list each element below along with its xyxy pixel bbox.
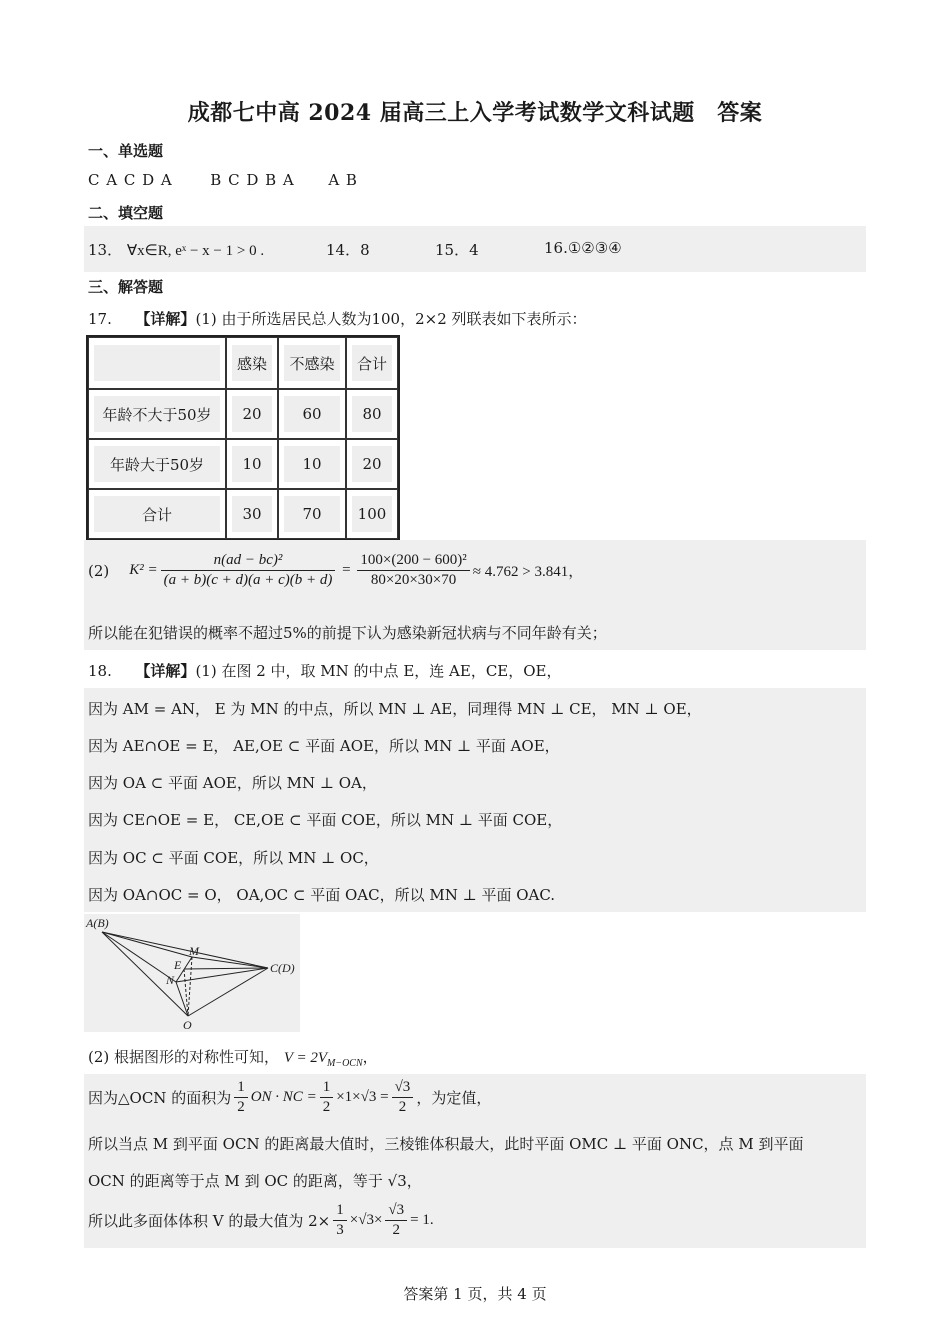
table-row xyxy=(88,489,398,539)
edge-a-n xyxy=(102,932,176,982)
area-equals: = xyxy=(380,1089,389,1105)
calc-fraction xyxy=(357,552,469,589)
q18-intro-text: (1) 在图 2 中，取 MN 的中点 E，连 AE，CE，OE， xyxy=(195,662,562,680)
table-cell: 20 xyxy=(352,446,392,482)
page-title: 成都七中高 2024 届高三上入学考试数学文科试题 答案 xyxy=(187,100,763,126)
table-row xyxy=(88,439,398,489)
table-header-row xyxy=(88,337,398,389)
edge-a-c xyxy=(102,932,268,968)
fraction-numerator: 1 xyxy=(234,1079,248,1098)
edge-o-c xyxy=(188,968,268,1016)
table-cell: 合计 xyxy=(94,496,220,532)
volume-times: × xyxy=(349,1212,359,1228)
area-end: ，为定值， xyxy=(416,1089,492,1107)
formula-result: ≈ 4.762 > 3.841， xyxy=(472,564,584,580)
table-cell: 10 xyxy=(232,446,272,482)
volume-result: = 1. xyxy=(410,1212,434,1228)
q14-answer: 14．8 xyxy=(326,241,370,259)
q17-conclusion: 所以能在犯错误的概率不超过5%的前提下认为感染新冠状病与不同年龄有关； xyxy=(88,624,607,642)
table-cell: 10 xyxy=(284,446,340,482)
label-e: E xyxy=(174,958,182,972)
area-times: ×1× xyxy=(336,1089,361,1105)
fraction-denominator: 2 xyxy=(237,1099,245,1115)
volume-line xyxy=(88,1202,434,1239)
fraction-denominator: 2 xyxy=(398,1099,407,1115)
section-heading-single-choice: 一、单选题 xyxy=(88,142,164,160)
calc-denominator: 80×20×30×70 xyxy=(370,572,457,588)
table-cell: 年龄不大于50岁 xyxy=(94,396,220,432)
fraction-numerator: 1 xyxy=(320,1079,334,1098)
table-row xyxy=(88,389,398,439)
fraction-numerator: 1 xyxy=(333,1202,347,1221)
q17-number: 17. xyxy=(88,310,112,328)
proof-line: 因为 CE∩OE = E， CE,OE ⊂ 平面 COE，所以 MN ⊥ 平面 COE， xyxy=(88,811,563,829)
edge-a-o xyxy=(102,932,188,1016)
formula-lhs: K² = xyxy=(129,562,158,578)
sqrt3: √3 xyxy=(358,1212,374,1228)
formula-fraction xyxy=(161,552,336,589)
q13-label: 13． xyxy=(88,241,123,259)
formula-denominator: (a + b)(c + d)(a + c)(b + d) xyxy=(163,572,333,588)
fraction-denominator: 3 xyxy=(336,1222,344,1238)
table-header-empty xyxy=(94,345,220,381)
q15-answer: 15．4 xyxy=(435,241,479,259)
part2-punct: ， xyxy=(362,1048,378,1066)
table-header-infected: 感染 xyxy=(232,345,272,381)
mcq-answers xyxy=(88,171,358,189)
area-text: 因为△OCN 的面积为 xyxy=(88,1089,232,1107)
area-line xyxy=(88,1079,491,1116)
geometry-figure xyxy=(84,914,300,1032)
q13-formula: ∀x∈R, eˣ − x − 1 > 0 . xyxy=(126,243,265,259)
q18-number: 18. xyxy=(88,662,112,680)
label-n: N xyxy=(166,973,175,987)
third-fraction xyxy=(333,1202,347,1239)
q18-part2-intro xyxy=(88,1046,378,1069)
label-o: O xyxy=(183,1018,192,1032)
proof-line: 因为 AM = AN， E 为 MN 的中点，所以 MN ⊥ AE，同理得 MN ⊥ CE， MN ⊥ OE， xyxy=(88,700,702,718)
pyramid-diagram xyxy=(84,914,300,1032)
volume-text: 所以此多面体体积 V 的最大值为 2× xyxy=(88,1212,331,1230)
table-cell: 70 xyxy=(284,496,340,532)
sqrt3: √3 xyxy=(360,1089,377,1105)
section-heading-fill-blank: 二、填空题 xyxy=(88,204,164,222)
edge-m-o-hidden xyxy=(188,957,192,1016)
table-cell: 100 xyxy=(352,496,392,532)
sqrt3-half-fraction xyxy=(392,1079,414,1116)
q17-tag: 【详解】 xyxy=(135,310,196,328)
distance-line-2: OCN 的距离等于点 M 到 OC 的距离，等于 √3， xyxy=(88,1172,422,1190)
label-m: M xyxy=(189,944,199,958)
formula-numerator: n(ad − bc)² xyxy=(161,552,336,571)
proof-line: 因为 OC ⊂ 平面 COE，所以 MN ⊥ OC， xyxy=(88,849,379,867)
volume-times: × xyxy=(373,1212,383,1228)
part2-text: (2) 根据图形的对称性可知， xyxy=(88,1048,280,1066)
fraction-numerator: √3 xyxy=(392,1079,414,1098)
distance-line-1: 所以当点 M 到平面 OCN 的距离最大值时，三棱锥体积最大，此时平面 OMC ⊥ 平面 ONC，点 M 到平面 xyxy=(88,1135,804,1153)
area-product: ON · NC = xyxy=(250,1089,317,1105)
calc-numerator: 100×(200 − 600)² xyxy=(357,552,469,571)
proof-line: 因为 AE∩OE = E， AE,OE ⊂ 平面 AOE，所以 MN ⊥ 平面 AOE， xyxy=(88,737,560,755)
table-cell: 20 xyxy=(232,396,272,432)
fraction-denominator: 2 xyxy=(322,1099,331,1115)
q18-intro xyxy=(88,660,562,681)
table-header-not-infected: 不感染 xyxy=(284,345,340,381)
mcq-group-3: A B xyxy=(328,171,358,189)
q13-answer xyxy=(88,239,264,260)
q16-answer: 16.①②③④ xyxy=(544,239,622,257)
volume-subscript: M−OCN xyxy=(327,1058,363,1069)
label-a-b: A(B) xyxy=(86,916,109,930)
table-header-total: 合计 xyxy=(352,345,392,381)
edge-n-c xyxy=(176,968,268,982)
fraction-numerator: √3 xyxy=(385,1202,407,1221)
proof-line: 因为 OA ⊂ 平面 AOE，所以 MN ⊥ OA， xyxy=(88,774,377,792)
q17-intro xyxy=(88,308,587,329)
q17-intro-text: (1) 由于所选居民总人数为100，2×2 列联表如下表所示： xyxy=(195,310,587,328)
half-fraction xyxy=(234,1079,248,1116)
half-fraction xyxy=(320,1079,334,1116)
part2-label: (2) xyxy=(88,561,110,580)
edge-e-c xyxy=(184,968,268,969)
volume-formula: V = 2V xyxy=(283,1050,327,1066)
contingency-table xyxy=(86,335,400,541)
sqrt3-half-fraction xyxy=(385,1202,407,1239)
q18-proof-block xyxy=(84,688,866,912)
mcq-group-1: C A C D A xyxy=(88,171,173,189)
fraction-denominator: 2 xyxy=(392,1222,401,1238)
table-cell: 年龄大于50岁 xyxy=(94,446,220,482)
edge-m-c xyxy=(192,957,268,968)
section-heading-solutions: 三、解答题 xyxy=(88,278,164,296)
q18-tag: 【详解】 xyxy=(135,662,196,680)
page-footer: 答案第 1 页，共 4 页 xyxy=(403,1285,547,1303)
table-cell: 30 xyxy=(232,496,272,532)
table-cell: 80 xyxy=(352,396,392,432)
label-c-d: C(D) xyxy=(270,961,295,975)
mcq-group-2: B C D B A xyxy=(210,171,295,189)
table-cell: 60 xyxy=(284,396,340,432)
q17-formula: (2) K² = $\frac{\text{n(ad − bc)²}}{(a + b)(c + d)(a + c)(b + d)}$ = $\frac{\text{100×(200 − 600)²}}{80\times 20\times 30\times 70}$ ≈ 4.762 > 3.841， xyxy=(88,552,584,588)
proof-line: 因为 OA∩OC = O， OA,OC ⊂ 平面 OAC，所以 MN ⊥ 平面 OAC. xyxy=(88,886,556,904)
